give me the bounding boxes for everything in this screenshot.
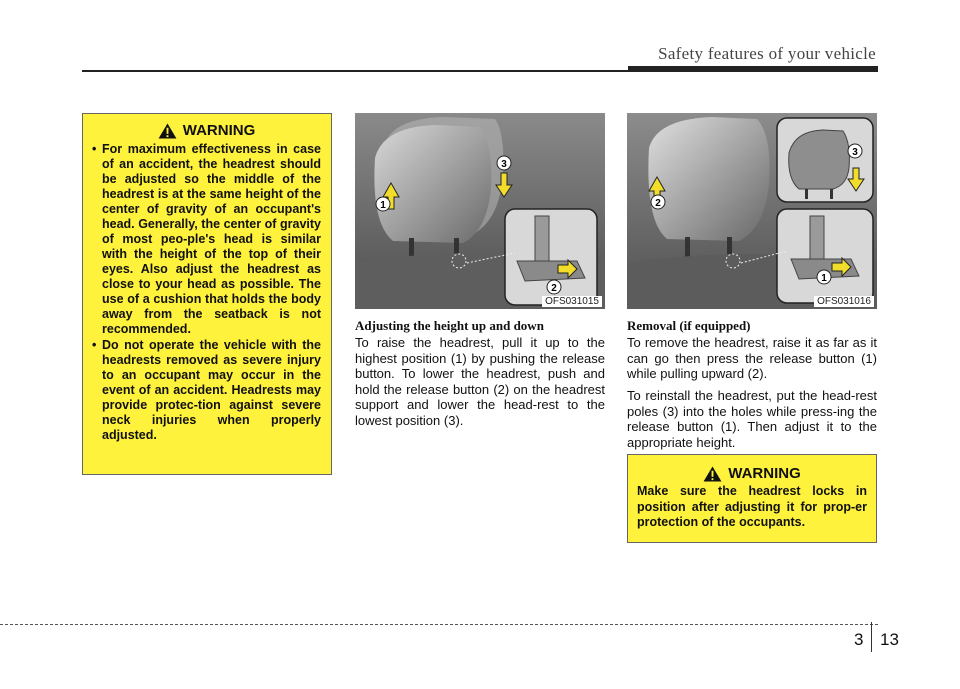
warning-triangle-icon	[158, 123, 177, 139]
callout-2: 2	[551, 283, 557, 294]
headrest-adjust-illustration	[355, 113, 605, 309]
warning-title: WARNING	[182, 122, 256, 139]
warning-box-main	[82, 113, 332, 475]
warning-list	[92, 142, 321, 443]
headrest-remove-illustration	[627, 113, 877, 309]
callout-3: 3	[501, 159, 507, 170]
warning-heading	[92, 122, 321, 139]
warning-triangle-icon	[703, 466, 722, 482]
callout-3: 3	[852, 147, 858, 158]
callout-2: 2	[655, 198, 661, 209]
warning-item: • Do not operate the vehicle with the headrests removed as severe injury to an occupant may occur in the event of an accident. Headrests may provide protec-tion against severe neck injuries when properly adjusted.	[92, 338, 321, 443]
warning-box-small	[627, 454, 877, 543]
figure-code: OFS031015	[542, 296, 602, 307]
warning-heading	[637, 465, 867, 482]
callout-1: 1	[380, 200, 386, 211]
adjust-body: To raise the headrest, pull it up to the highest position (1) by pushing the release button. To lower the headrest, push and hold the release button (2) on the headrest support and lower the head-rest to the lowest position (3).	[355, 335, 605, 428]
header-title: Safety features of your vehicle	[658, 44, 876, 63]
header-rule-accent	[628, 66, 878, 71]
section-number: 3	[854, 630, 864, 649]
removal-heading: Removal (if equipped)	[627, 318, 751, 333]
page-number-divider	[871, 622, 872, 652]
warning-item: • For maximum effectiveness in case of an accident, the headrest should be adjusted so the middle of the headrest is at the same height of the center of gravity of an occupant's head. Generally, the center of gravity of most peo-ple's head is similar with the height of the top of their eyes. Also adjust the headrest as close to your head as possible. The use of a cushion that holds the body away from the seatback is not recommended.	[92, 142, 321, 337]
warning-title: WARNING	[728, 465, 801, 482]
warning-text: Make sure the headrest locks in position after adjusting it for prop-er protection of the occupants.	[637, 484, 867, 529]
figure-adjust-headrest	[355, 113, 605, 309]
figure-code: OFS031016	[814, 296, 874, 307]
figure-remove-headrest	[627, 113, 877, 309]
removal-body-1: To remove the headrest, raise it as far as it can go then press the release button (1) while pulling upward (2).	[627, 335, 877, 382]
adjust-heading: Adjusting the height up and down	[355, 318, 544, 333]
footer-rule	[0, 624, 878, 625]
page-number: 13	[880, 630, 899, 649]
removal-body-2: To reinstall the headrest, put the head-rest poles (3) into the holes while press-ing the release button (1). Then adjust it to the appropriate height.	[627, 388, 877, 450]
callout-1: 1	[821, 273, 827, 284]
